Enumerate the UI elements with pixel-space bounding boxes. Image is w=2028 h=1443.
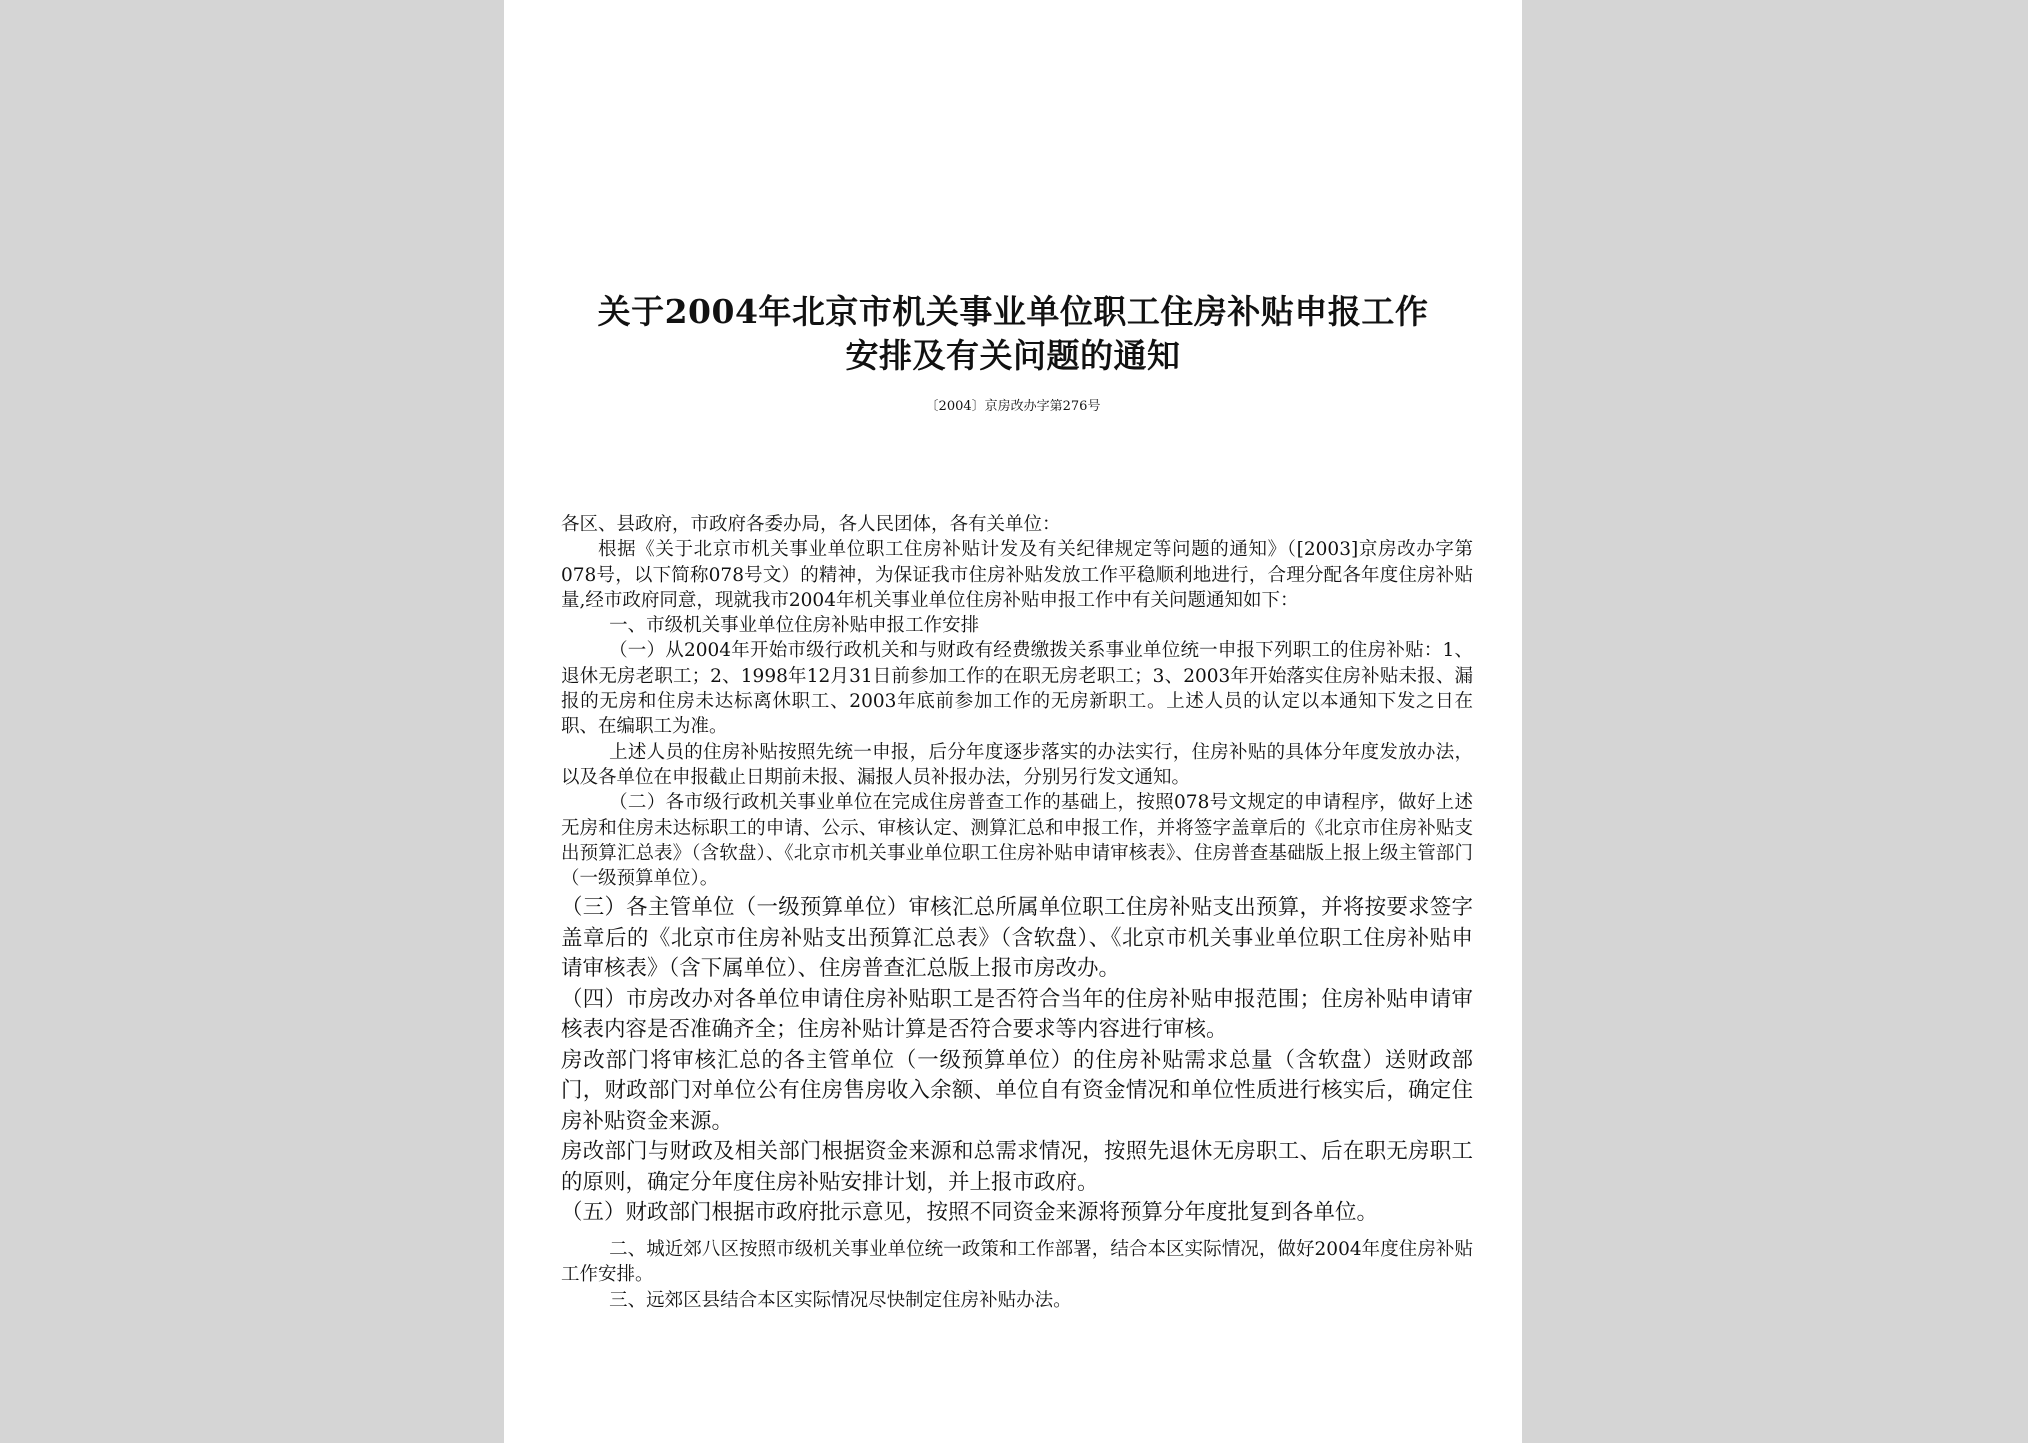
paragraph-item-4: （四）市房改办对各单位申请住房补贴职工是否符合当年的住房补贴申报范围；住房补贴申请审核表内容是否准确齐全；住房补贴计算是否符合要求等内容进行审核。 [561, 986, 1473, 1043]
paragraph-item-1: （一）从2004年开始市级行政机关和与财政有经费缴拨关系事业单位统一申报下列职工的住房补贴：1、退休无房老职工；2、1998年12月31日前参加工作的在职无房老职工；3、2003年开始落实住房补贴未报、漏报的无房和住房未达标离休职工、2003年底前参加工作的无房新职工。上述人员的认定以本通知下发之日在职、在编职工为准。 [561, 640, 1473, 738]
body-section-tail [561, 1237, 1473, 1313]
document-body [561, 512, 1473, 1313]
paragraph-note: 上述人员的住房补贴按照先统一申报，后分年度逐步落实的办法实行，住房补贴的具体分年度发放办法，以及各单位在申报截止日期前未报、漏报人员补报办法，分别另行发文通知。 [561, 741, 1473, 788]
paragraph-intro: 根据《关于北京市机关事业单位职工住房补贴计发及有关纪律规定等问题的通知》（[2003]京房改办字第078号，以下简称078号文）的精神，为保证我市住房补贴发放工作平稳顺利地进行，合理分配各年度住房补贴量,经市政府同意，现就我市2004年机关事业单位住房补贴申报工作中有关问题通知如下： [561, 539, 1473, 611]
document-page [504, 0, 1522, 1443]
section-heading-3: 三、远郊区县结合本区实际情况尽快制定住房补贴办法。 [609, 1289, 1072, 1311]
document-title [504, 290, 1522, 378]
paragraph-item-3: （三）各主管单位（一级预算单位）审核汇总所属单位职工住房补贴支出预算，并将按要求签字盖章后的《北京市住房补贴支出预算汇总表》（含软盘）、《北京市机关事业单位职工住房补贴申请审核表》（含下属单位）、住房普查汇总版上报市房改办。 [561, 895, 1473, 982]
document-number: 〔2004〕京房改办字第276号 [925, 399, 1101, 414]
paragraph-item-2: （二）各市级行政机关事业单位在完成住房普查工作的基础上，按照078号文规定的申请程序，做好上述无房和住房未达标职工的申请、公示、审核认定、测算汇总和申报工作，并将签字盖章后的《北京市住房补贴支出预算汇总表》（含软盘）、《北京市机关事业单位职工住房补贴申请审核表》、住房普查基础版上报上级主管部门（一级预算单位）。 [561, 792, 1473, 890]
paragraph-plan: 房改部门与财政及相关部门根据资金来源和总需求情况，按照先退休无房职工、后在职无房职工的原则，确定分年度住房补贴安排计划，并上报市政府。 [561, 1139, 1473, 1195]
section-heading-2: 二、城近郊八区按照市级机关事业单位统一政策和工作部署，结合本区实际情况，做好2004年度住房补贴工作安排。 [561, 1238, 1473, 1286]
salutation: 各区、县政府，市政府各委办局，各人民团体，各有关单位： [561, 514, 1061, 535]
body-section-small [561, 512, 1473, 891]
paragraph-item-5: （五）财政部门根据市政府批示意见，按照不同资金来源将预算分年度批复到各单位。 [561, 1200, 1379, 1226]
paragraph-review: 房改部门将审核汇总的各主管单位（一级预算单位）的住房补贴需求总量（含软盘）送财政部门，财政部门对单位公有住房售房收入余额、单位自有资金情况和单位性质进行核实后，确定住房补贴资金来源。 [561, 1047, 1473, 1134]
body-section-large [561, 893, 1473, 1229]
title-line-2: 安排及有关问题的通知 [845, 336, 1181, 375]
section-heading-1: 一、市级机关事业单位住房补贴申报工作安排 [609, 615, 980, 637]
title-line-1: 关于2004年北京市机关事业单位职工住房补贴申报工作 [597, 292, 1429, 331]
